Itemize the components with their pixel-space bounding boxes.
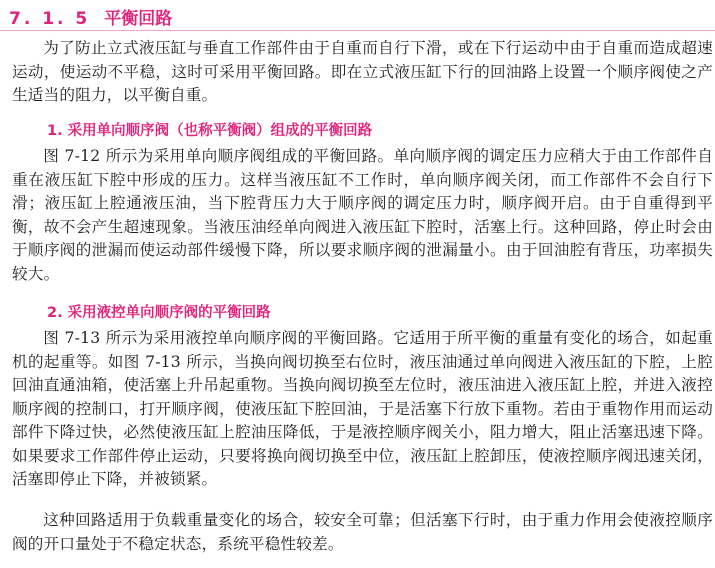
- title-divider: [0, 30, 715, 31]
- section-title: [9, 4, 172, 29]
- section-number: 7. 1. 5: [9, 9, 91, 29]
- section-title-text: 平衡回路: [104, 9, 173, 29]
- closing-paragraph: 这种回路适用于负载重量变化的场合，较安全可靠；但活塞下行时，由于重力作用会使液控顺序阀的开口量处于不稳定状态，系统平稳性较差。: [12, 511, 713, 553]
- intro-paragraph: 为了防止立式液压缸与垂直工作部件由于自重而自行下滑，或在下行运动中由于自重而造成超速运动，使运动不平稳，这时可采用平衡回路。即在立式液压缸下行的回油路上设置一个顺序阀使之产生适当的阻力，以平衡自重。: [12, 39, 713, 104]
- subheading-one: 1. 采用单向顺序阀（也称平衡阀）组成的平衡回路: [47, 123, 373, 139]
- paragraph-one: 图 7-12 所示为采用单向顺序阀组成的平衡回路。单向顺序阀的调定压力应稍大于由工作部件自重在液压缸下腔中形成的压力。这样当液压缸不工作时，单向顺序阀关闭，而工作部件不会自行下滑；液压缸上腔通液压油，当下腔背压力大于顺序阀的调定压力时，顺序阀开启。由于自重得到平衡，故不会产生超速现象。当液压油经单向阀进入液压缸下腔时，活塞上行。这种回路，停止时会由于顺序阀的泄漏而使运动部件缓慢下降，所以要求顺序阀的泄漏量小。由于回油腔有背压，功率损失较大。: [12, 147, 713, 283]
- paragraph-two: 图 7-13 所示为采用液控单向顺序阀的平衡回路。它适用于所平衡的重量有变化的场合，如起重机的起重等。如图 7-13 所示，当换向阀切换至右位时，液压油通过单向阀进入液压缸的下腔，上腔回油直通油箱，使活塞上升吊起重物。当换向阀切换至左位时，液压油进入液压缸上腔，并进入液控顺序阀的控制口，打开顺序阀，使液压缸下腔回油，于是活塞下行放下重物。若由于重物作用而运动部件下降过快，必然使液压缸上腔油压降低，于是液控顺序阀关小，阻力增大，阻止活塞迅速下降。如果要求工作部件停止运动，只要将换向阀切换至中位，液压缸上腔卸压，使液控顺序阀迅速关闭，活塞即停止下降，并被锁紧。: [12, 329, 713, 488]
- subheading-two: 2. 采用液控单向顺序阀的平衡回路: [47, 305, 271, 321]
